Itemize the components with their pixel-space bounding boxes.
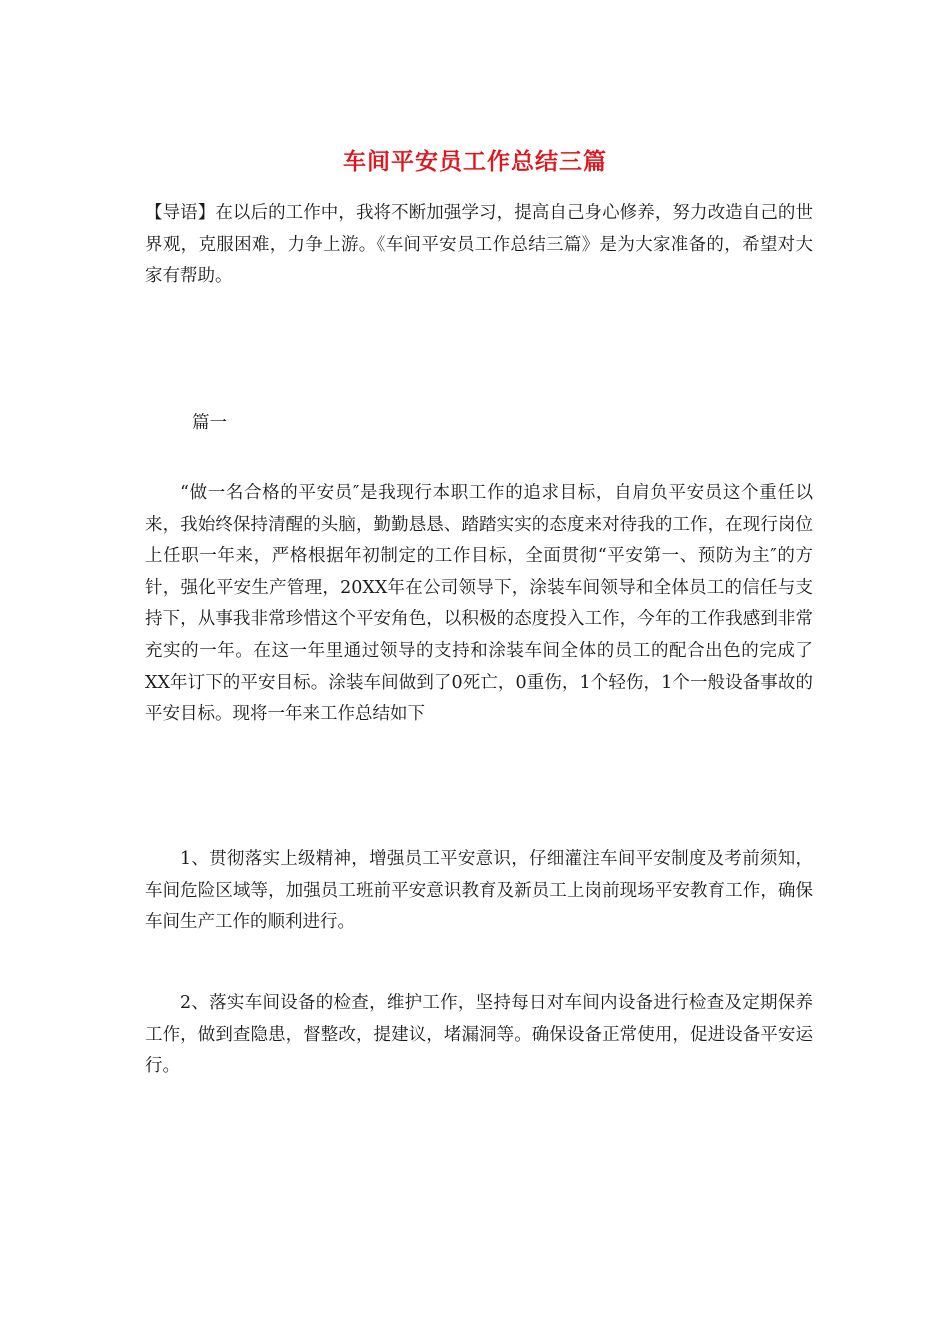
body-paragraph: 1、贯彻落实上级精神，增强员工平安意识，仔细灌注车间平安制度及考前须知，车间危险区域等，加强员工班前平安意识教育及新员工上岗前现场平安教育工作，确保车间生产工作的顺利进行。 [145,849,813,933]
body-paragraph: 2、落实车间设备的检查，维护工作，坚持每日对车间内设备进行检查及定期保养工作，做到查隐患，督整改，提建议，堵漏洞等。确保设备正常使用，促进设备平安运行。 [145,993,813,1077]
body-paragraph: “做一名合格的平安员″是我现行本职工作的追求目标，自肩负平安员这个重任以来，我始终保持清醒的头脑，勤勤恳恳、踏踏实实的态度来对待我的工作，在现行岗位上任职一年来，严格根据年初制定的工作目标，全面贯彻“平安第一、预防为主″的方针，强化平安生产管理，20XX年在公司领导下，涂装车间领导和全体员工的信任与支持下，从事我非常珍惜这个平安角色，以积极的态度投入工作，今年的工作我感到非常充实的一年。在这一年里通过领导的支持和涂装车间全体的员工的配合出色的完成了XX年订下的平安目标。涂装车间做到了0死亡，0重伤，1个轻伤，1个一般设备事故的平安目标。现将一年来工作总结如下 [145,483,813,725]
section-heading: 篇一 [192,413,227,433]
document-title: 车间平安员工作总结三篇 [343,148,607,175]
intro-paragraph: 【导语】在以后的工作中，我将不断加强学习，提高自己身心修养，努力改造自己的世界观，克服困难，力争上游。《车间平安员工作总结三篇》是为大家准备的，希望对大家有帮助。 [145,203,813,287]
